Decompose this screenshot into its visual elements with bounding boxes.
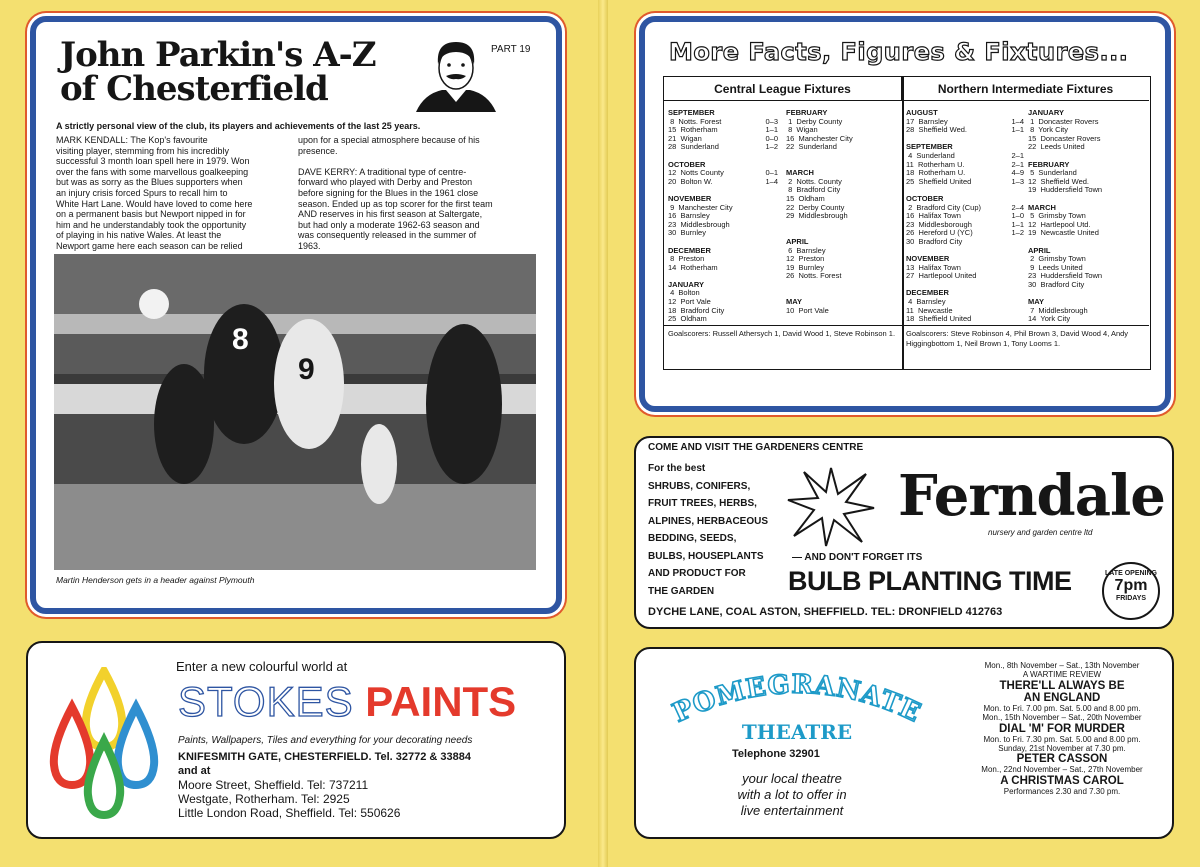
fixture-row: 8 Wigan xyxy=(786,125,818,135)
article-line: season. Ended up as top scorer for the first team xyxy=(298,198,493,209)
article-line: him and he understandably took the opportunity xyxy=(56,219,247,230)
fixture-row: 22 Leeds United xyxy=(1028,142,1085,152)
fixture-row: 12 Preston xyxy=(786,254,825,264)
fixture-row xyxy=(786,289,896,298)
theatre-tag-line: with a lot to offer in xyxy=(737,787,847,802)
fixture-row: 29 Middlesbrough xyxy=(786,211,848,221)
fixture-row: 2 Grimsby Town xyxy=(1028,254,1086,264)
fixture-score: 1–1 xyxy=(765,125,778,135)
fixtures-frame xyxy=(639,16,1171,412)
fixtures-table xyxy=(663,76,1151,370)
stokes-paints-ad xyxy=(26,641,566,839)
fixture-score: 1–1 xyxy=(1011,219,1024,229)
fixture-row: 16 Halifax Town xyxy=(906,211,961,221)
article-line: successful 3 month loan spell here in 1979. Won xyxy=(56,156,250,167)
fixture-month: MAY xyxy=(1028,297,1044,307)
fixture-row: 2 Notts. County xyxy=(786,176,842,186)
fixture-row: 15 Rotherham xyxy=(668,125,718,135)
bulb-planting-headline: BULB PLANTING TIME xyxy=(788,566,1072,596)
fixture-row: 30 Bradford City xyxy=(1028,279,1085,289)
ferndale-ad xyxy=(634,436,1174,629)
fixture-row: 10 Port Vale xyxy=(786,305,829,315)
fixture-score: 1–4 xyxy=(765,176,778,186)
article-line: but had only a moderate 1962-63 season and xyxy=(298,219,480,230)
theatre-tagline xyxy=(710,771,874,819)
ferndale-heading: COME AND VISIT THE GARDENERS CENTRE xyxy=(648,442,864,453)
central-league-heading: Central League Fixtures xyxy=(664,77,902,101)
fixture-row: 25 Sheffield United xyxy=(906,176,972,186)
show-detail: Mon., 22nd November – Sat., 27th November xyxy=(981,765,1143,775)
article-line: White Hart Lane. Would have loved to come here xyxy=(56,198,253,209)
article-line: forward who played with Derby and Preston xyxy=(298,177,473,188)
fixture-score: 1–0 xyxy=(1011,211,1024,221)
fixture-row: 7 Middlesbrough xyxy=(1028,305,1088,315)
fixture-row: 12 Sheffield Wed. xyxy=(1028,176,1090,186)
article-line: of playing in his native Wales. At least the xyxy=(56,230,222,241)
theatre-word: THEATRE xyxy=(741,720,853,744)
article-line: visiting player, stemming from his incredibly xyxy=(56,145,230,156)
ferndale-intro: For the best xyxy=(648,463,706,474)
fixture-row: 15 Doncaster Rovers xyxy=(1028,133,1101,143)
logo-stokes: STOKES xyxy=(178,678,354,725)
northern-intermediate-heading: Northern Intermediate Fixtures xyxy=(902,77,1149,101)
theatre-telephone: Telephone 32901 xyxy=(732,748,820,760)
fixture-score xyxy=(758,152,778,161)
fixture-score: 1–2 xyxy=(1011,228,1024,238)
central-goalscorers: Goalscorers: Russell Athersych 1, David Wood 1, Steve Robinson 1. xyxy=(668,329,896,338)
fixture-row: 4 Barnsley xyxy=(906,297,946,307)
fixture-row: 15 Oldham xyxy=(786,193,825,203)
fixture-row: 14 Rotherham xyxy=(668,262,718,272)
fixture-row: 8 York City xyxy=(1028,125,1069,135)
ferndale-product-list xyxy=(648,460,768,600)
northern-scores-col-1 xyxy=(1004,109,1024,238)
goalscorer-rule xyxy=(664,325,1149,326)
fixture-row: 16 Manchester City xyxy=(786,133,853,143)
fixture-month: SEPTEMBER xyxy=(906,142,953,152)
page-spine xyxy=(598,0,608,867)
fixture-score: 0–3 xyxy=(765,116,778,126)
fixture-row xyxy=(1028,289,1148,298)
paint-drops-icon xyxy=(42,667,166,825)
ferndale-item: BULBS, HOUSEPLANTS xyxy=(648,550,764,562)
fixture-row: 19 Huddersfield Town xyxy=(1028,185,1103,195)
fixture-row: 20 Bolton W. xyxy=(668,176,713,186)
northern-goalscorers: Goalscorers: Steve Robinson 4, Phil Brown 3, David Wood 4, Andy Higgingbottom 1, Neil Brown 1, Tony Looms 1. xyxy=(906,329,1129,348)
ferndale-logo-subtitle: nursery and garden centre ltd xyxy=(988,528,1093,537)
show-detail: Mon., 8th November – Sat., 13th November xyxy=(984,661,1140,670)
title-line-1: John Parkin's A-Z xyxy=(60,35,376,75)
show-title: DIAL 'M' FOR MURDER xyxy=(998,722,1125,735)
fixture-score xyxy=(1004,135,1024,144)
fixture-month: JANUARY xyxy=(668,279,704,289)
stokes-tagline: Paints, Wallpapers, Tiles and everything for your decorating needs xyxy=(178,735,473,746)
fixture-row: 18 Bradford City xyxy=(668,305,725,315)
fixture-month: APRIL xyxy=(1028,245,1051,255)
fixture-row: 8 Bradford City xyxy=(786,185,841,195)
fixture-row: 18 Rotherham U. xyxy=(906,168,966,178)
fixture-row: 14 York City xyxy=(1028,314,1071,324)
fixture-score: 4–9 xyxy=(1011,168,1024,178)
fixture-row: 4 Bolton xyxy=(668,288,700,298)
ferndale-item: ALPINES, HERBACEOUS xyxy=(648,515,769,527)
show-detail: Mon., 15th November – Sat., 20th November xyxy=(982,713,1142,723)
shirt-number-9: 9 xyxy=(298,353,315,386)
northern-fixtures-col-2 xyxy=(1028,109,1148,324)
ferndale-item: SHRUBS, CONIFERS, xyxy=(648,480,751,492)
match-photo xyxy=(54,254,536,570)
stokes-intro: Enter a new colourful world at xyxy=(176,659,348,674)
title-line-2: of Chesterfield xyxy=(60,69,328,109)
ferndale-logo: Ferndale xyxy=(898,463,1165,529)
logo-paints: PAINTS xyxy=(365,678,517,725)
fixture-month: AUGUST xyxy=(906,108,938,117)
fixture-score: 2–1 xyxy=(1011,150,1024,160)
ferndale-forget-text: — AND DON'T FORGET ITS xyxy=(792,552,923,563)
fixture-row: 9 Leeds United xyxy=(1028,262,1083,272)
fixture-row: 27 Hartlepool United xyxy=(906,271,977,281)
fixture-row xyxy=(786,152,896,161)
article-line: presence. xyxy=(298,145,338,156)
fixture-row: 19 Burnley xyxy=(786,262,824,272)
article-line: on a permanent basis but Newport nipped in for xyxy=(56,209,246,220)
fixture-month: DECEMBER xyxy=(906,288,949,298)
central-scores-col-1 xyxy=(758,109,778,186)
fixture-row: 1 Derby County xyxy=(786,116,843,126)
late-opening-stamp xyxy=(1102,562,1160,620)
theatre-programme xyxy=(948,661,1176,796)
shirt-number-8: 8 xyxy=(232,323,249,356)
show-title: PETER CASSON xyxy=(1016,753,1108,766)
fixture-month: DECEMBER xyxy=(668,245,711,255)
fixture-row: 8 Notts. Forest xyxy=(668,116,722,126)
photo-caption: Martin Henderson gets in a header against Plymouth xyxy=(56,575,255,585)
stamp-time: 7pm xyxy=(1114,577,1148,594)
fixture-row: 9 Manchester City xyxy=(668,202,733,212)
show-detail: Sunday, 21st November at 7.30 pm. xyxy=(998,744,1126,754)
fixture-row: 23 Huddersfield Town xyxy=(1028,271,1103,281)
fixture-month: MARCH xyxy=(1028,202,1056,212)
part-label: PART 19 xyxy=(491,44,531,55)
fixture-row: 6 Barnsley xyxy=(786,245,826,255)
spiky-plant-icon xyxy=(786,464,876,548)
article-line: upon for a special atmosphere because of his xyxy=(298,135,480,145)
article-line xyxy=(298,156,538,167)
fixture-month: APRIL xyxy=(786,236,809,246)
article-column-1 xyxy=(56,135,288,252)
fixture-row: 25 Oldham xyxy=(668,314,707,324)
article-line: DAVE KERRY: A traditional type of centre- xyxy=(298,166,467,177)
ferndale-item: BEDDING, SEEDS, xyxy=(648,533,737,544)
show-title: THERE'LL ALWAYS BE xyxy=(999,679,1125,692)
fixture-row: 21 Wigan xyxy=(668,133,702,143)
fixture-score: 1–2 xyxy=(765,142,778,152)
fixture-row: 22 Sunderland xyxy=(786,142,837,152)
fixture-row xyxy=(786,281,896,290)
ferndale-item: FRUIT TREES, HERBS, xyxy=(648,498,757,509)
article-frame xyxy=(30,16,562,614)
fixture-month: MAY xyxy=(786,297,802,307)
fixture-row: 19 Newcastle United xyxy=(1028,228,1099,238)
stokes-paints-logo xyxy=(178,679,516,725)
article-subtitle: A strictly personal view of the club, its players and achievements of the last 25 years. xyxy=(56,121,421,131)
show-detail: Mon. to Fri. 7.30 pm. Sat. 5.00 and 8.00 pm. xyxy=(983,734,1141,744)
fixture-row: 4 Sunderland xyxy=(906,150,955,160)
fixture-score: 2–1 xyxy=(1011,159,1024,169)
pomegranate-logo xyxy=(652,667,942,747)
article-column-2 xyxy=(298,135,538,252)
ferndale-item: THE GARDEN xyxy=(648,585,715,597)
fixture-score: 1–4 xyxy=(1011,116,1024,126)
fixture-month: MARCH xyxy=(786,168,814,178)
fixture-row: 13 Halifax Town xyxy=(906,262,961,272)
pomegranate-arc-text: POMEGRANATE xyxy=(668,669,926,729)
fixture-month: FEBRUARY xyxy=(1028,159,1070,169)
article-line: AND reserves in his first season at Saltergate, xyxy=(298,209,483,220)
fixture-row: 28 Sunderland xyxy=(668,142,719,152)
article-line: before signing for the Blues in the 1961 close xyxy=(298,187,479,198)
ferndale-address: DYCHE LANE, COAL ASTON, SHEFFIELD. TEL: DRONFIELD 412763 xyxy=(648,606,1003,618)
fixture-row: 17 Barnsley xyxy=(906,116,948,126)
show-detail: Performances 2.30 and 7.30 pm. xyxy=(1003,786,1121,796)
article-line: over the fans with some marvellous goalkeeping xyxy=(56,166,249,177)
stokes-and-at: and at xyxy=(178,765,211,777)
fixture-row: 5 Sunderland xyxy=(1028,168,1077,178)
fixtures-title: More Facts, Figures & Fixtures... xyxy=(669,38,1129,66)
fixture-row: 26 Hereford U (YC) xyxy=(906,228,973,238)
fixture-row: 2 Bradford City (Cup) xyxy=(906,202,982,212)
fixture-row: 28 Sheffield Wed. xyxy=(906,125,968,135)
fixture-row: 5 Grimsby Town xyxy=(1028,211,1086,221)
fixture-row: 30 Burnley xyxy=(668,228,706,238)
fixture-row: 16 Barnsley xyxy=(668,211,710,221)
fixture-row: 12 Notts County xyxy=(668,168,724,178)
fixture-row: 23 Middlesbrough xyxy=(668,219,730,229)
pomegranate-theatre-ad xyxy=(634,647,1174,839)
show-title: AN ENGLAND xyxy=(1023,691,1101,704)
show-detail: A WARTIME REVIEW xyxy=(1022,670,1102,680)
fixture-score: 1–1 xyxy=(1011,125,1024,135)
article-line: MARK KENDALL: The Kop's favourite xyxy=(56,135,208,145)
fixture-row: 18 Sheffield United xyxy=(906,314,972,324)
fixture-score: 0–0 xyxy=(765,133,778,143)
fixture-score: 0–1 xyxy=(765,168,778,178)
article-line: an injury crisis forced Spurs to recall him to xyxy=(56,187,228,198)
fixture-row: 23 Middlesborough xyxy=(906,219,972,229)
fixture-row: 12 Hartlepool Utd. xyxy=(1028,219,1091,229)
fixture-month: JANUARY xyxy=(1028,108,1064,117)
article-title xyxy=(60,35,376,109)
theatre-tag-line: live entertainment xyxy=(740,803,844,818)
stokes-main-address xyxy=(178,750,471,778)
article-line: was consequently released in the summer of xyxy=(298,230,477,241)
fixture-row: 30 Bradford City xyxy=(906,236,963,246)
central-fixtures-col-2 xyxy=(786,109,896,315)
fixture-month: OCTOBER xyxy=(906,193,944,203)
fixture-row: 11 Newcastle xyxy=(906,305,953,315)
fixture-month: NOVEMBER xyxy=(906,254,950,264)
article-line: but was as sorry as the Blues supporters when xyxy=(56,177,243,188)
stokes-branch-line: Westgate, Rotherham. Tel: 2925 xyxy=(178,792,350,806)
fixture-row xyxy=(786,221,896,230)
stokes-address-line: KNIFESMITH GATE, CHESTERFIELD. Tel. 32772 & 33884 xyxy=(178,751,471,763)
fixture-row: 8 Preston xyxy=(668,254,705,264)
article-line: 1963. xyxy=(298,240,321,251)
theatre-tag-line: your local theatre xyxy=(742,771,842,786)
stokes-branch-list xyxy=(178,778,400,820)
fixture-row: 22 Derby County xyxy=(786,202,845,212)
portrait-illustration xyxy=(406,36,506,112)
stokes-branch-line: Moore Street, Sheffield. Tel: 737211 xyxy=(178,778,369,792)
fixture-month: NOVEMBER xyxy=(668,193,712,203)
fixture-score xyxy=(1004,186,1024,195)
stamp-bottom-text: FRIDAYS xyxy=(1115,595,1147,602)
fixture-row: 11 Rotherham U. xyxy=(906,159,965,169)
fixture-month: OCTOBER xyxy=(668,159,706,169)
show-title: A CHRISTMAS CAROL xyxy=(1000,774,1124,787)
show-detail: Mon. to Fri. 7.00 pm. Sat. 5.00 and 8.00 pm. xyxy=(983,703,1141,713)
stokes-branch-line: Little London Road, Sheffield. Tel: 550626 xyxy=(178,806,401,820)
fixture-row: 26 Notts. Forest xyxy=(786,271,842,281)
ferndale-item: AND PRODUCT FOR xyxy=(648,568,746,579)
fixture-month: FEBRUARY xyxy=(786,108,828,117)
fixture-row: 1 Doncaster Rovers xyxy=(1028,116,1099,126)
fixture-score: 2–4 xyxy=(1011,202,1024,212)
article-line: Newport game here each season can be relied xyxy=(56,240,243,251)
fixture-score: 1–3 xyxy=(1011,176,1024,186)
fixture-row: 12 Port Vale xyxy=(668,297,711,307)
stamp-top-text: LATE OPENING xyxy=(1105,570,1157,577)
fixture-month: SEPTEMBER xyxy=(668,108,715,117)
